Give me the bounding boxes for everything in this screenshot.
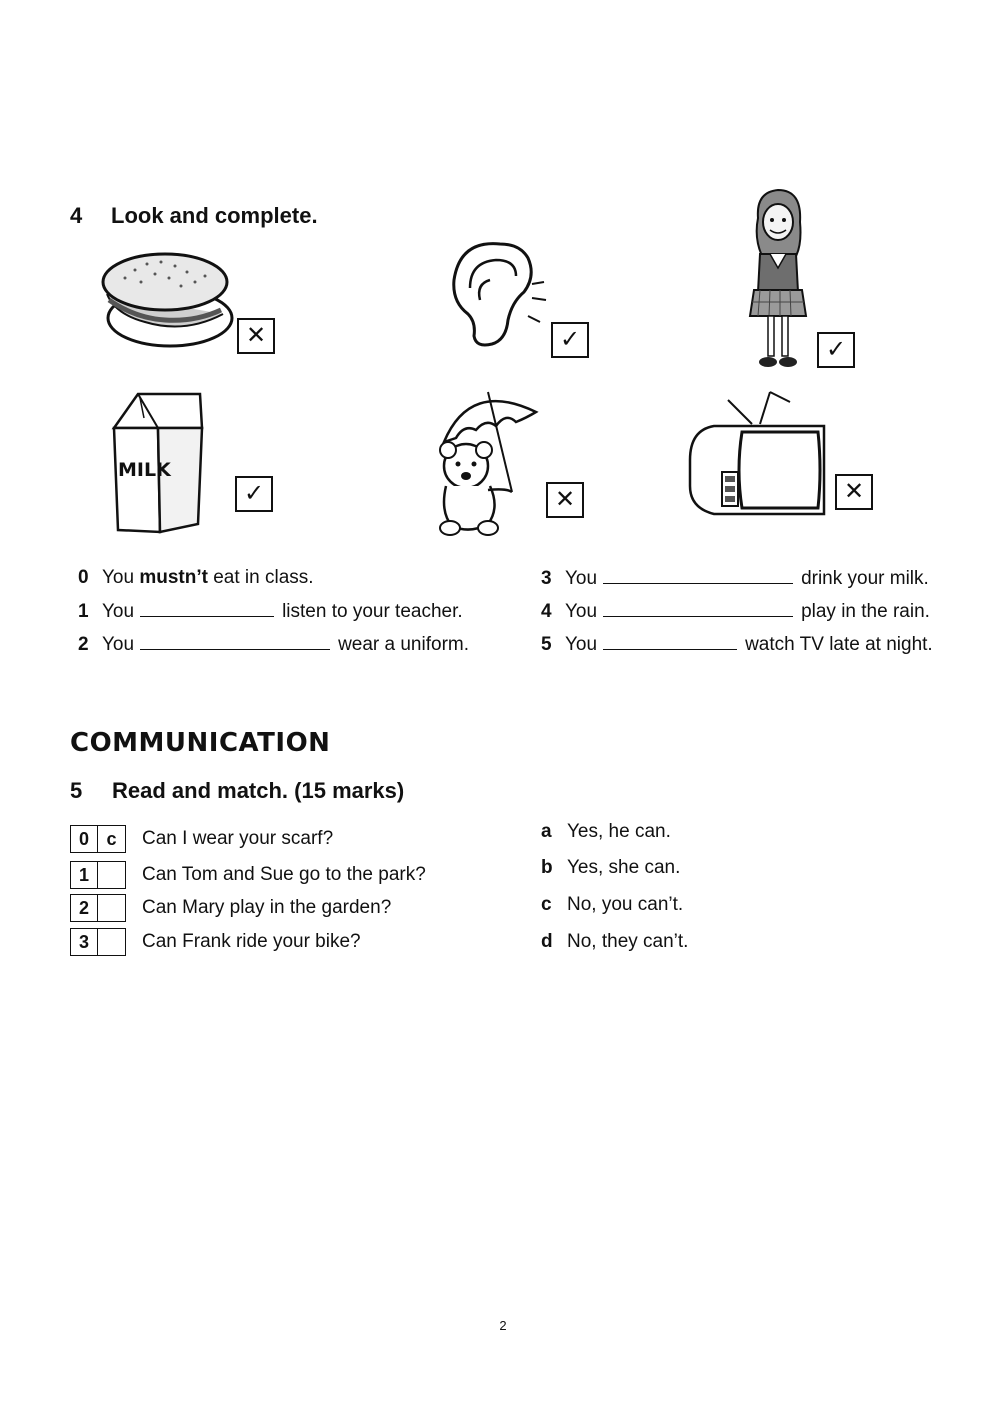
answer-option-c [541, 894, 683, 916]
sentence-number: 3 [541, 568, 552, 589]
question-row-2 [70, 894, 391, 922]
sentence-0 [78, 567, 314, 589]
answer-box-1[interactable] [98, 861, 126, 889]
question-number-box: 1 [70, 861, 98, 889]
question-number-box: 0 [70, 825, 98, 853]
cross-mark-bear: ✕ [546, 482, 584, 518]
tick-mark-girl: ✓ [817, 332, 855, 368]
sentence-number: 4 [541, 601, 552, 622]
question-text: Can I wear your scarf? [142, 828, 334, 849]
sentence-pre: You [565, 568, 598, 589]
answer-text: No, you can’t. [567, 894, 684, 915]
section-4-number: 4 [70, 203, 83, 228]
sentence-post: eat in class. [213, 567, 314, 588]
question-text: Can Mary play in the garden? [142, 897, 392, 918]
sentence-number: 1 [78, 601, 89, 622]
section-5-title: Read and match. (15 marks) [112, 778, 405, 803]
sentence-post: play in the rain. [801, 601, 930, 622]
answer-blank-4[interactable] [603, 600, 793, 617]
sentence-3 [541, 567, 929, 590]
sentence-post: drink your milk. [801, 568, 929, 589]
answer-box-0: c [98, 825, 126, 853]
bear-with-umbrella-picture [430, 382, 542, 542]
answer-text: No, they can’t. [567, 931, 689, 952]
question-number-box: 3 [70, 928, 98, 956]
section-5-number: 5 [70, 778, 83, 803]
milk-carton-picture [108, 388, 206, 538]
tick-mark-ear: ✓ [551, 322, 589, 358]
sentence-1 [78, 600, 463, 623]
answer-letter: b [541, 857, 553, 878]
sentence-5 [541, 633, 933, 656]
question-text: Can Frank ride your bike? [142, 931, 361, 952]
section-4-title: Look and complete. [111, 203, 318, 228]
sentence-4 [541, 600, 930, 623]
girl-in-uniform-picture [748, 188, 808, 372]
answer-blank-2[interactable] [140, 633, 330, 650]
answer-blank-5[interactable] [603, 633, 737, 650]
communication-heading: COMMUNICATION [70, 728, 331, 758]
question-number-box: 2 [70, 894, 98, 922]
sentence-post: wear a uniform. [338, 634, 470, 655]
answer-option-a [541, 821, 671, 843]
question-row-3 [70, 928, 361, 956]
answer-text: Yes, she can. [567, 857, 681, 878]
answer-option-b [541, 857, 680, 879]
answer-blank-1[interactable] [140, 600, 274, 617]
milk-label: MILK [118, 459, 171, 481]
question-text: Can Tom and Sue go to the park? [142, 864, 426, 885]
sentence-post: listen to your teacher. [282, 601, 463, 622]
answer-text: Yes, he can. [567, 821, 671, 842]
question-row-0 [70, 825, 333, 853]
answer-letter: c [541, 894, 552, 915]
sentence-pre: You [102, 567, 135, 588]
answer-option-d [541, 931, 688, 953]
cross-mark-sandwich: ✕ [237, 318, 275, 354]
answer-box-3[interactable] [98, 928, 126, 956]
sandwich-picture [95, 248, 235, 354]
ear-picture [440, 236, 550, 350]
cross-mark-tv: ✕ [835, 474, 873, 510]
sentence-number: 5 [541, 634, 552, 655]
answer-letter: a [541, 821, 552, 842]
sentence-number: 0 [78, 567, 89, 588]
sentence-pre: You [565, 601, 598, 622]
sentence-pre: You [565, 634, 598, 655]
answer-blank-3[interactable] [603, 567, 793, 584]
sentence-2 [78, 633, 469, 656]
tick-mark-milk: ✓ [235, 476, 273, 512]
answer-letter: d [541, 931, 553, 952]
answer-box-2[interactable] [98, 894, 126, 922]
sentence-post: watch TV late at night. [745, 634, 933, 655]
question-row-1 [70, 861, 426, 889]
sentence-pre: You [102, 634, 135, 655]
example-answer: mustn’t [139, 567, 208, 588]
sentence-pre: You [102, 601, 135, 622]
sentence-number: 2 [78, 634, 89, 655]
television-picture [684, 390, 830, 520]
page-number: 2 [499, 1318, 507, 1333]
